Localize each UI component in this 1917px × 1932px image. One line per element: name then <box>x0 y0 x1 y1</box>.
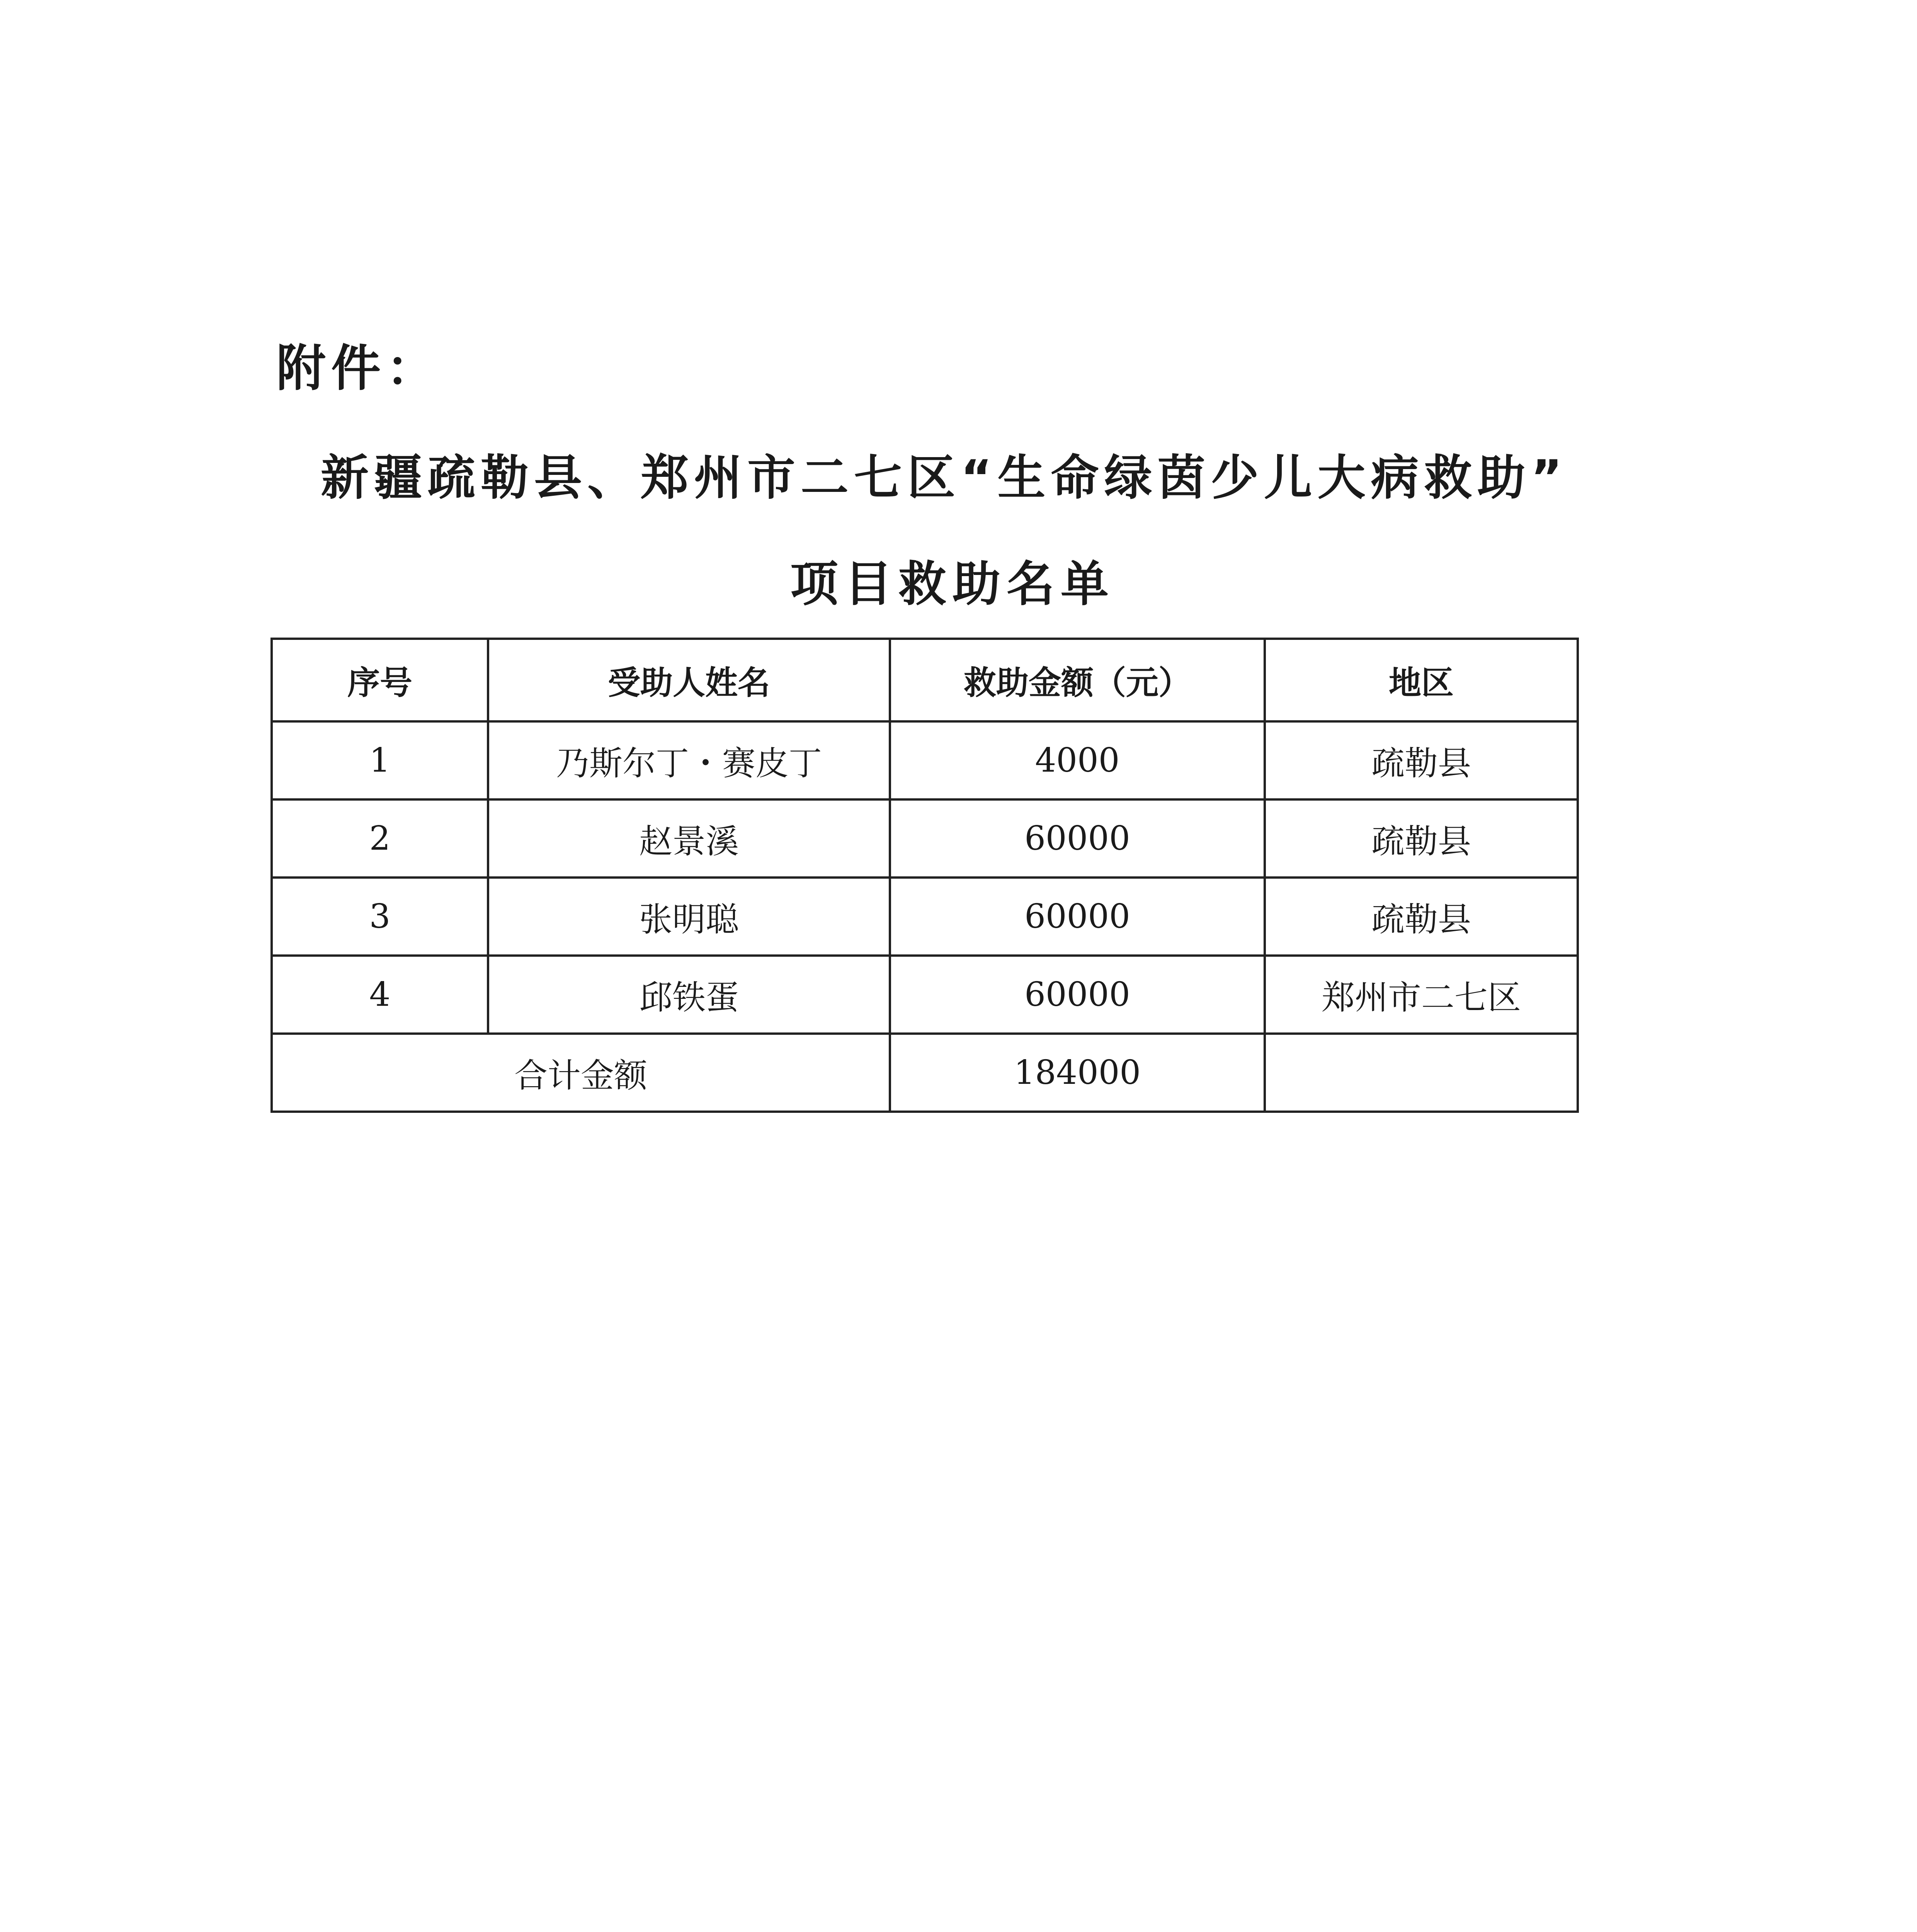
cell-recipient-name: 赵景溪 <box>488 799 890 878</box>
cell-serial-number: 3 <box>272 878 488 956</box>
cell-recipient-name: 张明聪 <box>488 878 890 956</box>
header-aid-amount: 救助金额（元） <box>890 639 1265 721</box>
cell-aid-amount: 60000 <box>890 799 1265 878</box>
cell-aid-amount: 60000 <box>890 956 1265 1034</box>
cell-serial-number: 2 <box>272 799 488 878</box>
document-title-line1: 新疆疏勒县、郑州市二七区“生命绿茵少儿大病救助” <box>321 450 1568 506</box>
cell-total-amount: 184000 <box>890 1034 1265 1112</box>
cell-serial-number: 4 <box>272 956 488 1034</box>
table-header-row <box>272 639 1578 721</box>
cell-total-label: 合计金额 <box>272 1034 890 1112</box>
document-title-line2: 项目救助名单 <box>790 556 1115 612</box>
header-serial-number: 序号 <box>272 639 488 721</box>
table-row <box>272 878 1578 956</box>
cell-region: 疏勒县 <box>1265 878 1578 956</box>
cell-recipient-name: 邱铁蛋 <box>488 956 890 1034</box>
cell-serial-number: 1 <box>272 721 488 799</box>
cell-region: 郑州市二七区 <box>1265 956 1578 1034</box>
table-row <box>272 956 1578 1034</box>
table-row <box>272 799 1578 878</box>
cell-region: 疏勒县 <box>1265 799 1578 878</box>
cell-recipient-name: 乃斯尔丁・赛皮丁 <box>488 721 890 799</box>
cell-aid-amount: 60000 <box>890 878 1265 956</box>
cell-aid-amount: 4000 <box>890 721 1265 799</box>
aid-recipient-table <box>270 638 1579 1113</box>
table-row <box>272 721 1578 799</box>
attachment-label: 附件： <box>276 340 441 397</box>
cell-region: 疏勒县 <box>1265 721 1578 799</box>
cell-total-region <box>1265 1034 1578 1112</box>
table-total-row <box>272 1034 1578 1112</box>
header-recipient-name: 受助人姓名 <box>488 639 890 721</box>
header-region: 地区 <box>1265 639 1578 721</box>
